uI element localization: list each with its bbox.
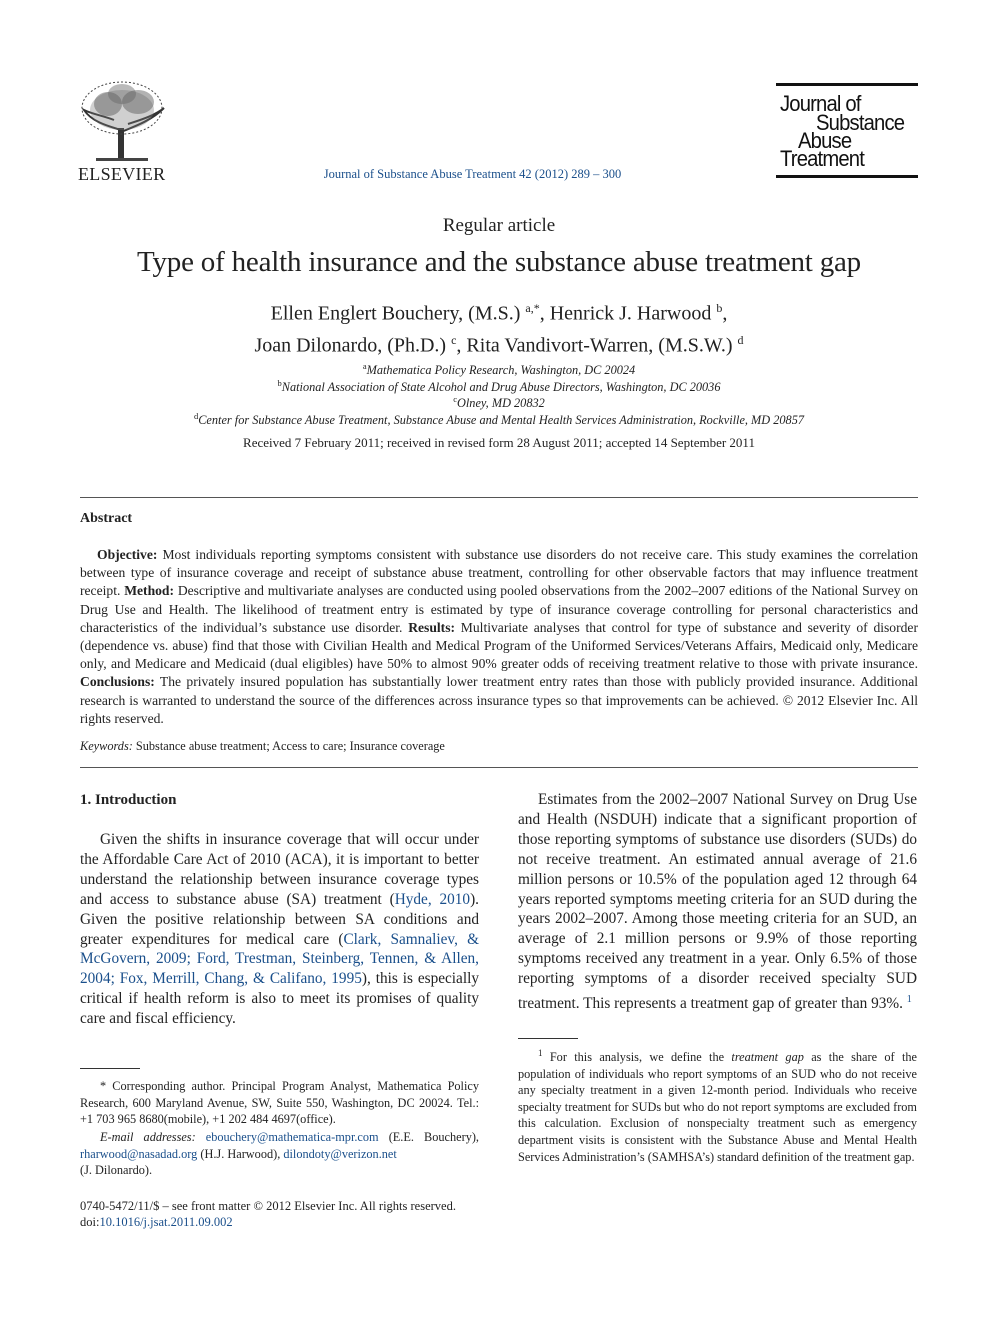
- affiliation-text: Center for Substance Abuse Treatment, Substance Abuse and Mental Health Services Administration, Rockville, MD 20857: [198, 413, 804, 428]
- article-type: Regular article: [442, 215, 556, 236]
- keywords-label: Keywords:: [80, 739, 133, 753]
- affiliation-mark: c: [453, 394, 457, 404]
- citation-link[interactable]: Hyde, 2010: [394, 890, 471, 908]
- affiliation-text: National Association of State Alcohol and Drug Abuse Directors, Washington, DC 20036: [281, 380, 721, 395]
- author-line-2: [80, 327, 918, 359]
- journal-reference-link[interactable]: Journal of Substance Abuse Treatment 42 (2012) 289 – 300: [323, 167, 622, 181]
- corresponding-author-note: * Corresponding author. Principal Program Analyst, Mathematica Policy Research, 600 Maryland Avenue, SW, Suite 550, Washington, DC 20024. Tel.: +1 703 965 8680(mobile), +1 202 484 4697(office).: [80, 1079, 479, 1127]
- email-link[interactable]: rharwood@nasadad.org: [80, 1146, 198, 1161]
- email-owner: (H.J. Harwood),: [197, 1146, 284, 1161]
- objective-text: Most individuals reporting symptoms consistent with substance use disorders do not receive care. This study examines the correlation between type of insurance coverage and receipt of substance abuse treatment, controlling for other observable factors that may influence treatment receipt.: [80, 547, 918, 599]
- affiliation-mark: a: [362, 361, 367, 371]
- affiliation-mark: d: [193, 411, 199, 421]
- email-owner: (J. Dilonardo).: [80, 1163, 153, 1178]
- journal-logo-line-1: Journal of: [780, 91, 861, 116]
- email-link[interactable]: dilondoty@verizon.net: [283, 1146, 397, 1161]
- citation-link[interactable]: Clark, Samnaliev, & McGovern, 2009; Ford, Trestman, Steinberg, Tennen, & Allen, 2004; Fox, Merrill, Chang, & Califano, 1995: [80, 930, 479, 988]
- journal-logo-line-2: Substance: [816, 110, 905, 135]
- keywords: [80, 739, 445, 754]
- logo-bottom-bar: [776, 175, 918, 178]
- footnote-link[interactable]: 1: [906, 994, 912, 1006]
- author-affiliation-mark[interactable]: a,*: [525, 301, 540, 315]
- journal-logo-line-3: Abuse: [798, 128, 852, 153]
- email-addresses: [80, 1129, 479, 1179]
- doi-line: [80, 1214, 456, 1230]
- paragraph-text: Given the shifts in insurance coverage that will occur under the Affordable Care Act of 2010 (ACA), it is important to better understand the relationship between insurance coverage types and access to substance abuse (SA) treatment (: [80, 831, 479, 908]
- author-affiliation-mark[interactable]: c: [451, 332, 457, 347]
- affiliation-text: Olney, MD 20832: [457, 396, 545, 411]
- author-separator: ,: [722, 302, 728, 325]
- divider-top: [80, 497, 918, 498]
- email-link[interactable]: ebouchery@mathematica-mpr.com: [205, 1130, 379, 1144]
- elsevier-logo: [78, 80, 170, 184]
- paragraph-text: ), this is especially critical if health reform is also to meet its promises of quality care and fiscal efficiency.: [80, 970, 479, 1028]
- results-label: Results:: [408, 619, 456, 635]
- footnote-text: For this analysis, we define the: [542, 1050, 732, 1065]
- author-separator: ,: [539, 302, 550, 325]
- abstract-body: [80, 546, 918, 728]
- author-name: Joan Dilonardo, (Ph.D.): [254, 334, 447, 357]
- intro-paragraph-2: [518, 790, 917, 1014]
- affiliation-d: [80, 408, 918, 429]
- logo-top-bar: [776, 83, 918, 86]
- doi-label: doi:: [80, 1215, 100, 1229]
- footnote-term: treatment gap: [731, 1050, 804, 1065]
- email-owner: (E.E. Bouchery),: [378, 1130, 480, 1144]
- intro-paragraph-1: [80, 830, 479, 1029]
- author-line-1: [80, 295, 918, 327]
- email-label: E-mail addresses:: [100, 1130, 196, 1144]
- affiliation-mark: b: [277, 378, 282, 388]
- paragraph-text: Estimates from the 2002–2007 National Survey on Drug Use and Health (NSDUH) indicate that a significant proportion of those reporting symptoms of substance use disorders (SUDs) do not receive treatment. An estimated annual average of 21.6 million persons or 10.5% of the population aged 12 through 64 years reported symptoms meeting criteria for an SUD during the years 2002–2007. Among those meeting criteria for an SUD, an average of 2.1 million persons or 9.9% of those reporting symptoms received any treatment in a year. Only 6.5% of those reporting symptoms of a disorder received specialty SUD treatment. This represents a treatment gap of greater than 93%.: [518, 791, 917, 1013]
- conclusions-text: The privately insured population has substantially lower treatment entry rates than those with publicly provided insurance. Additional research is warranted to understand the source of the differences across insurance types so that improvements can be achieved. © 2012 Elsevier Inc. All rights reserved.: [80, 674, 919, 726]
- method-text: Descriptive and multivariate analyses are conducted using pooled observations from the 2002–2007 editions of the National Survey on Drug Use and Health. The likelihood of treatment entry is estimated by type of insurance coverage controlling for personal characteristics and characteristics of the individual’s substance use disorder.: [80, 583, 918, 635]
- footnote-rule-left: [80, 1068, 140, 1069]
- doi-link[interactable]: 10.1016/j.jsat.2011.09.002: [99, 1215, 233, 1229]
- journal-logo-line-4: Treatment: [780, 146, 865, 171]
- conclusions-label: Conclusions:: [80, 674, 155, 690]
- paragraph-text: ). Given the positive relationship between SA conditions and greater expenditures for medical care (: [80, 890, 479, 948]
- abstract-heading: Abstract: [80, 511, 133, 526]
- issn-line: 0740-5472/11/$ – see front matter © 2012 Elsevier Inc. All rights reserved.: [80, 1199, 456, 1213]
- author-affiliation-mark[interactable]: b: [716, 301, 723, 315]
- author-name: Ellen Englert Bouchery, (M.S.): [270, 302, 521, 325]
- publisher-wordmark: ELSEVIER: [78, 164, 166, 184]
- author-list: [80, 295, 918, 358]
- affiliation-text: Mathematica Policy Research, Washington, DC 20024: [366, 363, 636, 378]
- footnote-1: [518, 1045, 917, 1165]
- author-name: Rita Vandivort-Warren, (M.S.W.): [466, 334, 733, 357]
- received-dates: Received 7 February 2011; received in revised form 28 August 2011; accepted 14 September 2011: [243, 435, 755, 450]
- objective-label: Objective:: [97, 547, 158, 562]
- footnote-mark: 1: [538, 1048, 543, 1058]
- footnote-rule-right: [518, 1038, 578, 1039]
- author-separator: ,: [456, 334, 467, 357]
- author-name: Henrick J. Harwood: [549, 302, 712, 325]
- journal-logo: [776, 83, 918, 180]
- publication-info: [80, 1198, 456, 1230]
- divider-bottom: [80, 767, 918, 768]
- footnote-text: as the share of the population of individuals who report symptoms of an SUD who do not receive any specialty treatment in a given 12-month period. Individuals who receive specialty treatment for SUDs but who do not report symptoms are excluded from this calculation. Exclusion of nonspecialty treatment such as emergency department visits is consistent with the Substance Abuse and Mental Health Services Administration’s (SAMHSA’s) standard definition of the treatment gap.: [518, 1050, 917, 1164]
- section-heading-introduction: 1. Introduction: [80, 792, 177, 808]
- author-affiliation-mark[interactable]: d: [737, 332, 744, 347]
- article-title: Type of health insurance and the substance abuse treatment gap: [137, 246, 861, 278]
- method-label: Method:: [124, 583, 175, 599]
- results-text: Multivariate analyses that control for type of substance and severity of disorder (dependence vs. abuse) find that those with Civilian Health and Medical Program of the Uniformed Services/Veterans Affairs, Medicaid only, Medicare only, and Medicare and Medicaid (dual eligibles) have 50% to almost 90% greater odds of receiving treatment relative to those with private insurance.: [80, 619, 918, 672]
- keywords-text: Substance abuse treatment; Access to care; Insurance coverage: [135, 739, 445, 753]
